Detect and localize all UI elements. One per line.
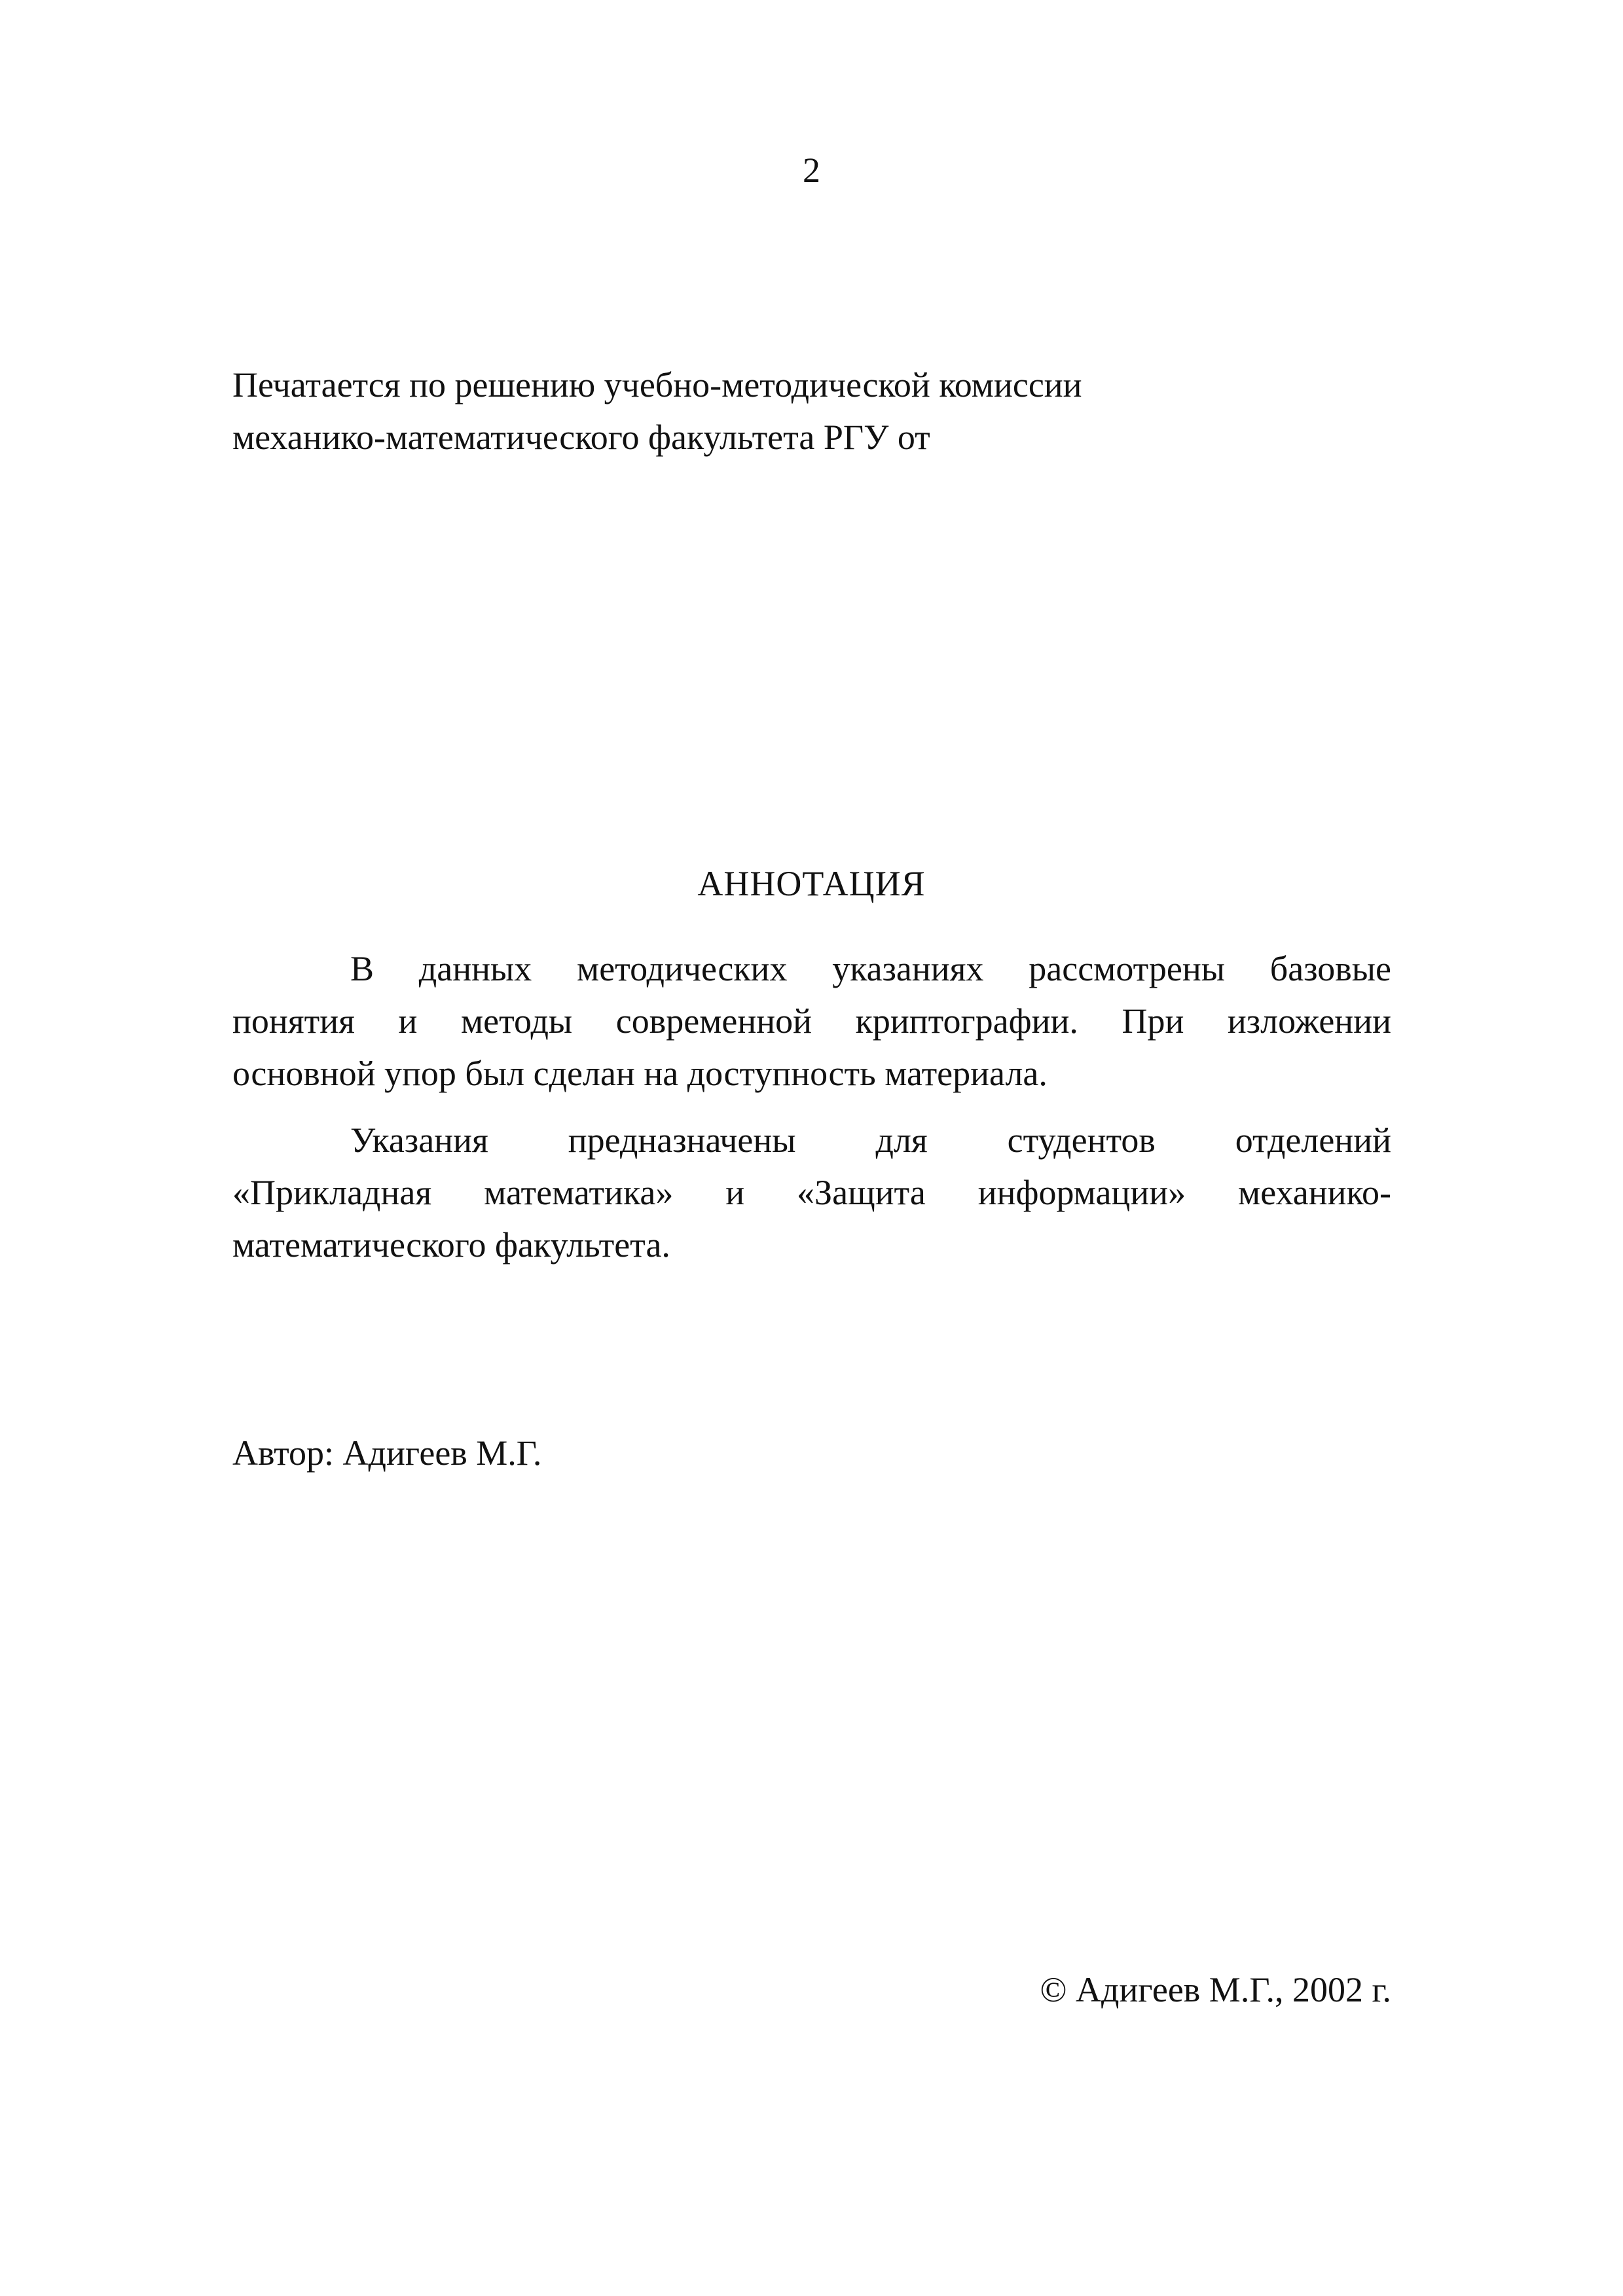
approval-line-1: Печатается по решению учебно-методической комиссии	[232, 365, 1082, 404]
paragraph-2-line-1: Указания предназначены для студентов отделений	[350, 1121, 1391, 1160]
page-number: 2	[803, 151, 820, 190]
annotation-title: АННОТАЦИЯ	[697, 864, 926, 903]
paragraph-1-line-2: понятия и методы современной криптографии. При изложении	[232, 1001, 1391, 1041]
annotation-paragraph-1	[232, 942, 1391, 1100]
paragraph-1-line-1: В данных методических указаниях рассмотрены базовые	[350, 949, 1391, 988]
paragraph-2-line-2: «Прикладная математика» и «Защита информации» механико-	[232, 1173, 1391, 1212]
author-line: Автор: Адигеев М.Г.	[232, 1433, 542, 1473]
paragraph-1-line-3: основной упор был сделан на доступность материала.	[232, 1054, 1048, 1093]
approval-note	[232, 359, 1411, 463]
copyright-notice: © Адигеев М.Г., 2002 г.	[1040, 1970, 1391, 2009]
annotation-paragraph-2	[232, 1114, 1391, 1271]
approval-line-2: механико-математического факультета РГУ от	[232, 418, 930, 457]
paragraph-2-line-3: математического факультета.	[232, 1225, 670, 1265]
